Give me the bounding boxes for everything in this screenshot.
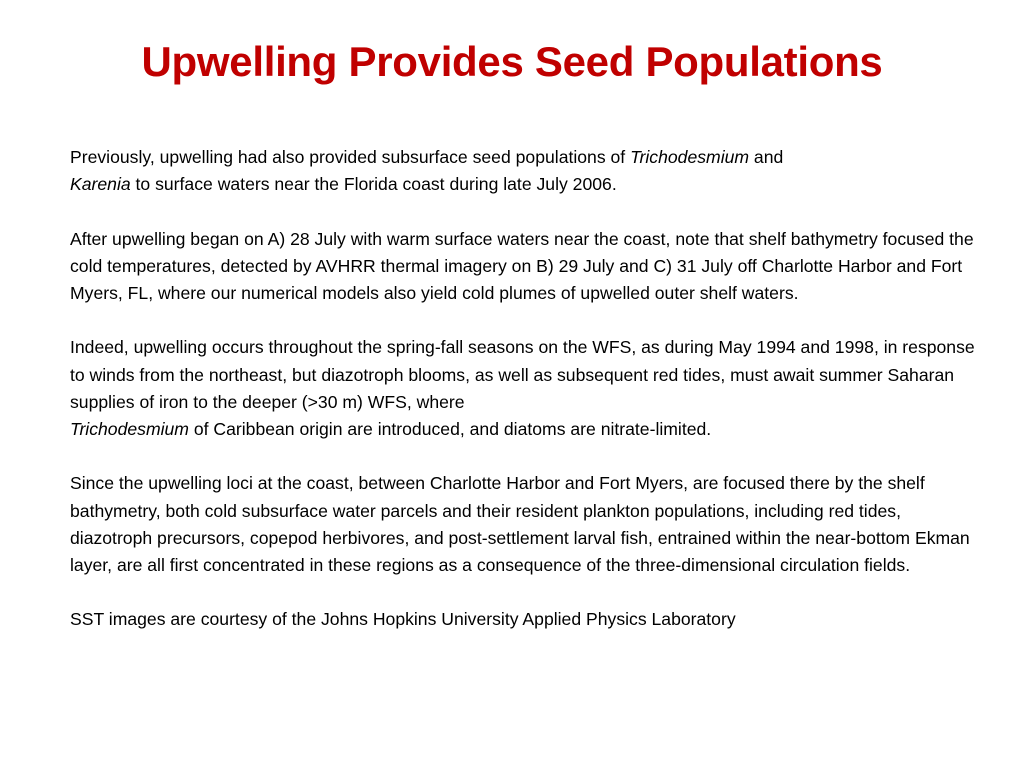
- paragraph-text: to surface waters near the Florida coast during late July 2006.: [130, 174, 617, 195]
- paragraph-text: and: [749, 147, 784, 167]
- paragraph-seasonal-upwelling: [70, 334, 975, 443]
- species-name-trichodesmium: Trichodesmium: [630, 147, 750, 167]
- paragraph-upwelling-loci: Since the upwelling loci at the coast, between Charlotte Harbor and Fort Myers, are focused there by the shelf bathymetry, both cold subsurface water parcels and their resident plankton populations, including red tides, diazotroph precursors, copepod herbivores, and post-settlement larval fish, entrained within the near-bottom Ekman layer, are all first concentrated in these regions as a consequence of the three-dimensional circulation fields.: [70, 473, 970, 575]
- species-name-trichodesmium: Trichodesmium: [70, 419, 189, 439]
- paragraph-seed-populations: [70, 144, 975, 198]
- paragraph-text: of Caribbean origin are introduced, and diatoms are nitrate-limited.: [188, 419, 712, 439]
- paragraph-upwelling-timeline: After upwelling began on A) 28 July with warm surface waters near the coast, note that shelf bathymetry focused the cold temperatures, detected by AVHRR thermal imagery on B) 29 July and C) 31 July off Charlotte Harbor and Fort Myers, FL, where our numerical models also yield cold plumes of upwelled outer shelf waters.: [70, 228, 974, 303]
- paragraph-image-credit: SST images are courtesy of the Johns Hopkins University Applied Physics Laboratory: [70, 609, 736, 630]
- species-name-karenia: Karenia: [70, 174, 131, 195]
- paragraph-text: Previously, upwelling had also provided subsurface seed populations of: [70, 147, 631, 167]
- paragraph-text: Indeed, upwelling occurs throughout the spring-fall seasons on the WFS, as during May 1994 and 1998, in response to winds from the northeast, but diazotroph blooms, as well as subsequent red tides, must await summer Saharan supplies of iron to the deeper (>30 m) WFS, where: [70, 337, 975, 412]
- slide-body: [70, 144, 975, 634]
- slide-title: Upwelling Provides Seed Populations: [141, 38, 883, 85]
